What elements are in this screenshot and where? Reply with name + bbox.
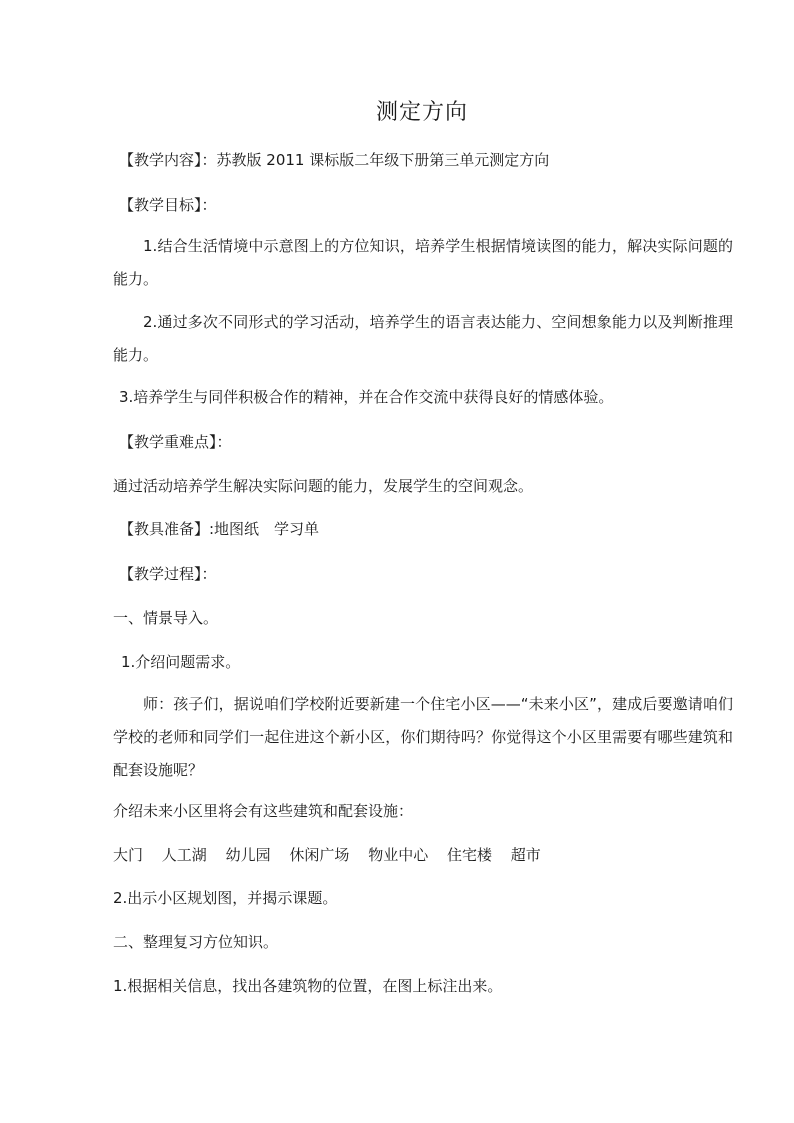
goal-1-paragraph: 1.结合生活情境中示意图上的方位知识，培养学生根据情境读图的能力，解决实际问题的能力。 <box>113 237 733 288</box>
facility-item: 住宅楼 <box>446 846 492 864</box>
teaching-process-heading: 【教学过程】： <box>119 565 217 583</box>
facility-item: 休闲广场 <box>289 846 350 864</box>
page-title: 测定方向 <box>375 100 468 125</box>
key-points-heading: 【教学重难点】： <box>119 433 232 451</box>
step-2-1: 1.根据相关信息，找出各建筑物的位置，在图上标注出来。 <box>113 977 503 995</box>
facilities-list <box>113 845 555 865</box>
facilities-intro: 介绍未来小区里将会有这些建筑和配套设施： <box>113 802 414 820</box>
teacher-dialogue-paragraph: 师：孩子们，据说咱们学校附近要新建一个住宅小区——“未来小区”，建成后要邀请咱们学校的老师和同学们一起住进这个新小区，你们期待吗？你觉得这个小区里需要有哪些建筑和配套设施呢？ <box>113 695 733 779</box>
materials-line: 【教具准备】:地图纸 学习单 <box>119 520 320 538</box>
key-points-text: 通过活动培养学生解决实际问题的能力，发展学生的空间观念。 <box>113 477 534 495</box>
facility-item: 幼儿园 <box>225 846 271 864</box>
teaching-goals-heading: 【教学目标】： <box>119 196 217 214</box>
teaching-content-line: 【教学内容】：苏教版 2011 课标版二年级下册第三单元测定方向 <box>119 151 550 169</box>
goal-3-paragraph: 3.培养学生与同伴积极合作的精神，并在合作交流中获得良好的情感体验。 <box>119 388 614 406</box>
facility-item: 物业中心 <box>368 846 429 864</box>
step-1-1: 1.介绍问题需求。 <box>121 653 241 671</box>
facility-item: 超市 <box>510 846 541 864</box>
facility-item: 人工湖 <box>161 846 207 864</box>
step-1-2: 2.出示小区规划图，并揭示课题。 <box>113 889 338 907</box>
section-2-heading: 二、整理复习方位知识。 <box>113 933 279 951</box>
facility-item: 大门 <box>113 846 144 864</box>
section-1-heading: 一、情景导入。 <box>113 609 219 627</box>
goal-2-paragraph: 2.通过多次不同形式的学习活动，培养学生的语言表达能力、空间想象能力以及判断推理能力。 <box>113 313 733 364</box>
